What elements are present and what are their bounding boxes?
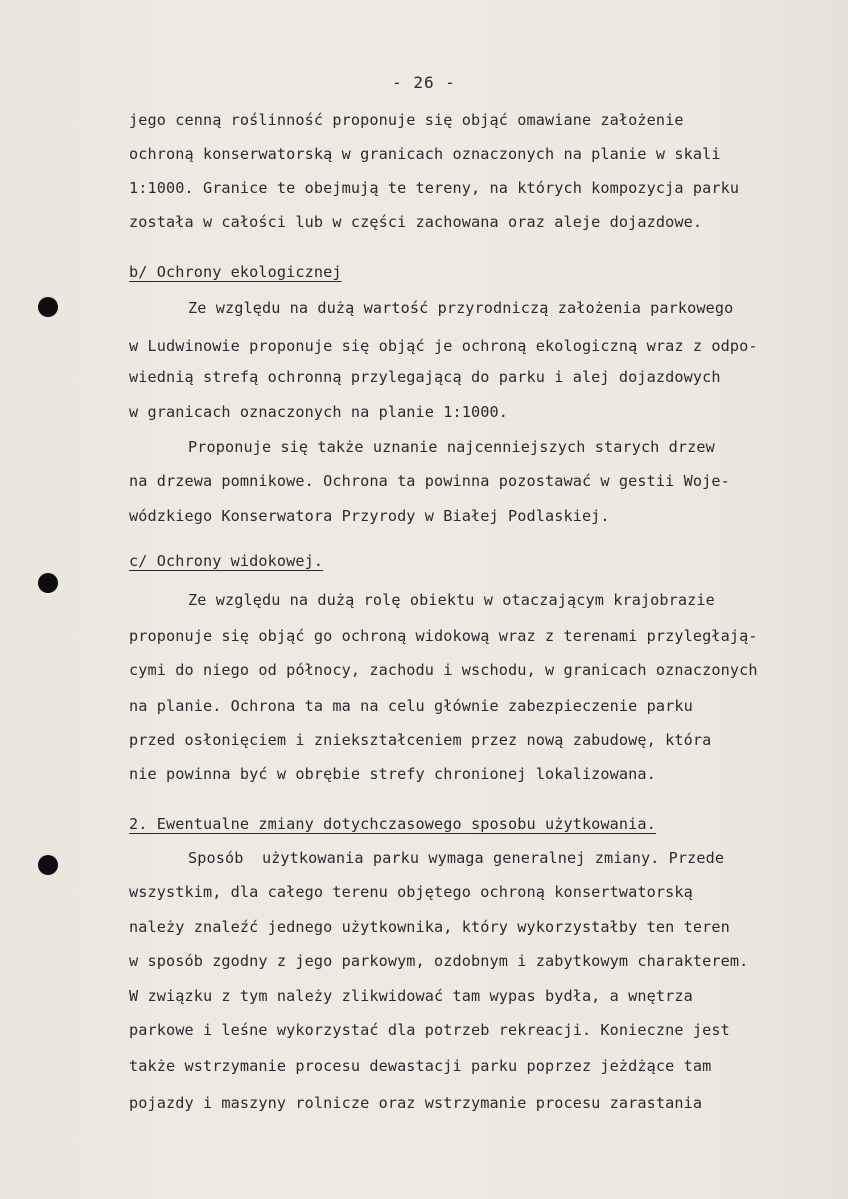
text-line: Ze względu na dużą rolę obiektu w otaczającym krajobrazie [188, 591, 715, 609]
punch-hole [38, 573, 58, 593]
punch-hole [38, 297, 58, 317]
page-number: - 26 - [392, 73, 456, 92]
punch-hole [38, 855, 58, 875]
text-line: nie powinna być w obrębie strefy chronionej lokalizowana. [129, 765, 656, 783]
text-line: cymi do niego od północy, zachodu i wschodu, w granicach oznaczonych [129, 661, 758, 679]
text-line: na planie. Ochrona ta ma na celu głównie zabezpieczenie parku [129, 697, 693, 715]
text-line: należy znaleźć jednego użytkownika, który wykorzystałby ten teren [129, 918, 730, 936]
text-line: wiednią strefą ochronną przylegającą do parku i alej dojazdowych [129, 368, 721, 386]
text-line: także wstrzymanie procesu dewastacji parku poprzez jeżdżące tam [129, 1057, 712, 1075]
text-line: została w całości lub w części zachowana oraz aleje dojazdowe. [129, 213, 703, 231]
text-line: W związku z tym należy zlikwidować tam wypas bydła, a wnętrza [129, 987, 693, 1005]
section-heading: b/ Ochrony ekologicznej [129, 263, 342, 281]
text-line: w sposób zgodny z jego parkowym, ozdobnym i zabytkowym charakterem. [129, 952, 749, 970]
text-line: wszystkim, dla całego terenu objętego ochroną konsertwatorską [129, 883, 693, 901]
text-line: w Ludwinowie proponuje się objąć je ochroną ekologiczną wraz z odpo- [129, 337, 758, 355]
section-heading: 2. Ewentualne zmiany dotychczasowego sposobu użytkowania. [129, 815, 656, 833]
text-line: Sposób użytkowania parku wymaga generalnej zmiany. Przede [188, 849, 725, 867]
text-line: ochroną konserwatorską w granicach oznaczonych na planie w skali [129, 145, 721, 163]
text-line: pojazdy i maszyny rolnicze oraz wstrzymanie procesu zarastania [129, 1094, 703, 1112]
text-line: w granicach oznaczonych na planie 1:1000. [129, 403, 508, 421]
text-line: Ze względu na dużą wartość przyrodniczą założenia parkowego [188, 299, 734, 317]
text-line: wódzkiego Konserwatora Przyrody w Białej Podlaskiej. [129, 507, 610, 525]
text-line: na drzewa pomnikowe. Ochrona ta powinna pozostawać w gestii Woje- [129, 472, 730, 490]
text-line: jego cenną roślinność proponuje się objąć omawiane założenie [129, 111, 684, 129]
text-line: 1:1000. Granice te obejmują te tereny, na których kompozycja parku [129, 179, 740, 197]
text-line: Proponuje się także uznanie najcenniejszych starych drzew [188, 438, 715, 456]
text-line: proponuje się objąć go ochroną widokową wraz z terenami przyległają- [129, 627, 758, 645]
text-line: parkowe i leśne wykorzystać dla potrzeb rekreacji. Konieczne jest [129, 1021, 730, 1039]
text-line: przed osłonięciem i zniekształceniem przez nową zabudowę, która [129, 731, 712, 749]
section-heading: c/ Ochrony widokowej. [129, 552, 324, 570]
